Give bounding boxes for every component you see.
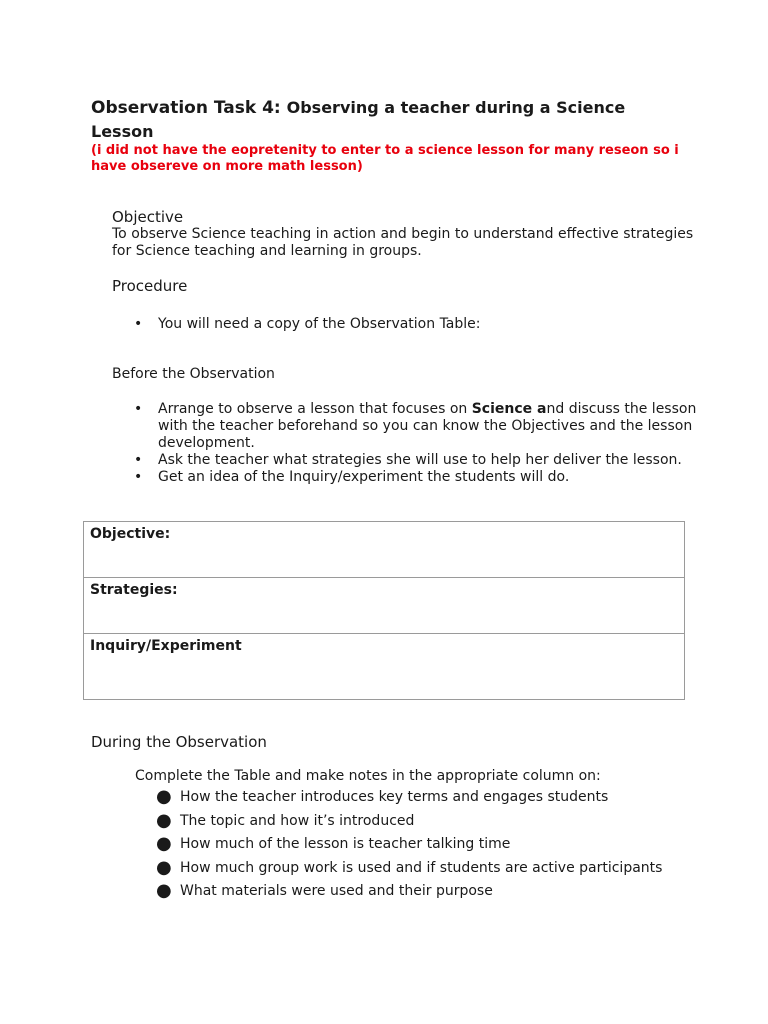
procedure-list <box>134 316 698 333</box>
before-list <box>134 401 698 486</box>
before-item-1-pre: Arrange to observe a lesson that focuses on <box>158 401 472 417</box>
bullet-icon: • <box>134 452 143 468</box>
title-prefix: Observation Task 4: <box>91 98 287 118</box>
during-list <box>156 786 700 904</box>
during-intro: Complete the Table and make notes in the appropriate column on: <box>135 768 601 784</box>
during-item-text: How much group work is used and if students are active participants <box>180 859 663 876</box>
table-cell-inquiry: Inquiry/Experiment <box>84 634 685 700</box>
list-item <box>156 856 700 881</box>
title-rest: Observing a teacher during a Science Lesson <box>91 98 626 141</box>
bullet-icon: ● <box>156 833 172 854</box>
before-heading: Before the Observation <box>112 366 275 382</box>
before-item-3: Get an idea of the Inquiry/experiment the students will do. <box>158 469 570 485</box>
table-row <box>84 578 685 634</box>
student-note: (i did not have the eopretenity to enter to a science lesson for many reseon so i have obsereve on more math lesson) <box>91 143 679 174</box>
list-item <box>134 469 698 486</box>
list-item <box>156 833 700 857</box>
bullet-icon: ● <box>156 856 172 878</box>
list-item <box>156 809 700 834</box>
table-cell-strategies: Strategies: <box>84 578 685 634</box>
list-item <box>134 452 698 469</box>
bullet-icon: • <box>134 469 143 485</box>
before-item-1-post: nd discuss the lesson with the teacher beforehand so you can know the Objectives and the lesson development. <box>158 401 697 451</box>
list-item <box>156 786 700 810</box>
bullet-icon: ● <box>156 880 172 901</box>
before-item-1-bold: Science a <box>471 401 547 417</box>
during-item-text: How the teacher introduces key terms and engages students <box>180 789 609 805</box>
table-row <box>84 522 685 578</box>
during-heading: During the Observation <box>91 733 267 751</box>
list-item <box>134 401 698 452</box>
during-item-text: The topic and how it’s introduced <box>180 812 415 829</box>
procedure-item-text: You will need a copy of the Observation Table: <box>158 316 481 332</box>
bullet-icon: • <box>134 401 143 417</box>
procedure-heading: Procedure <box>112 277 188 295</box>
table-row <box>84 634 685 700</box>
during-item-text: What materials were used and their purpose <box>180 883 493 899</box>
before-item-2: Ask the teacher what strategies she will use to help her deliver the lesson. <box>158 452 682 468</box>
bullet-icon: ● <box>156 786 172 807</box>
table-cell-objective: Objective: <box>84 522 685 578</box>
observation-table <box>83 521 685 700</box>
list-item <box>134 316 698 333</box>
objective-heading: Objective <box>112 208 184 226</box>
list-item <box>156 880 700 904</box>
page-title <box>91 96 691 144</box>
bullet-icon: ● <box>156 809 172 831</box>
bullet-icon: • <box>134 316 143 332</box>
during-item-text: How much of the lesson is teacher talking time <box>180 836 511 852</box>
objective-text: To observe Science teaching in action and begin to understand effective strategies for Science teaching and learning in groups. <box>112 226 694 259</box>
